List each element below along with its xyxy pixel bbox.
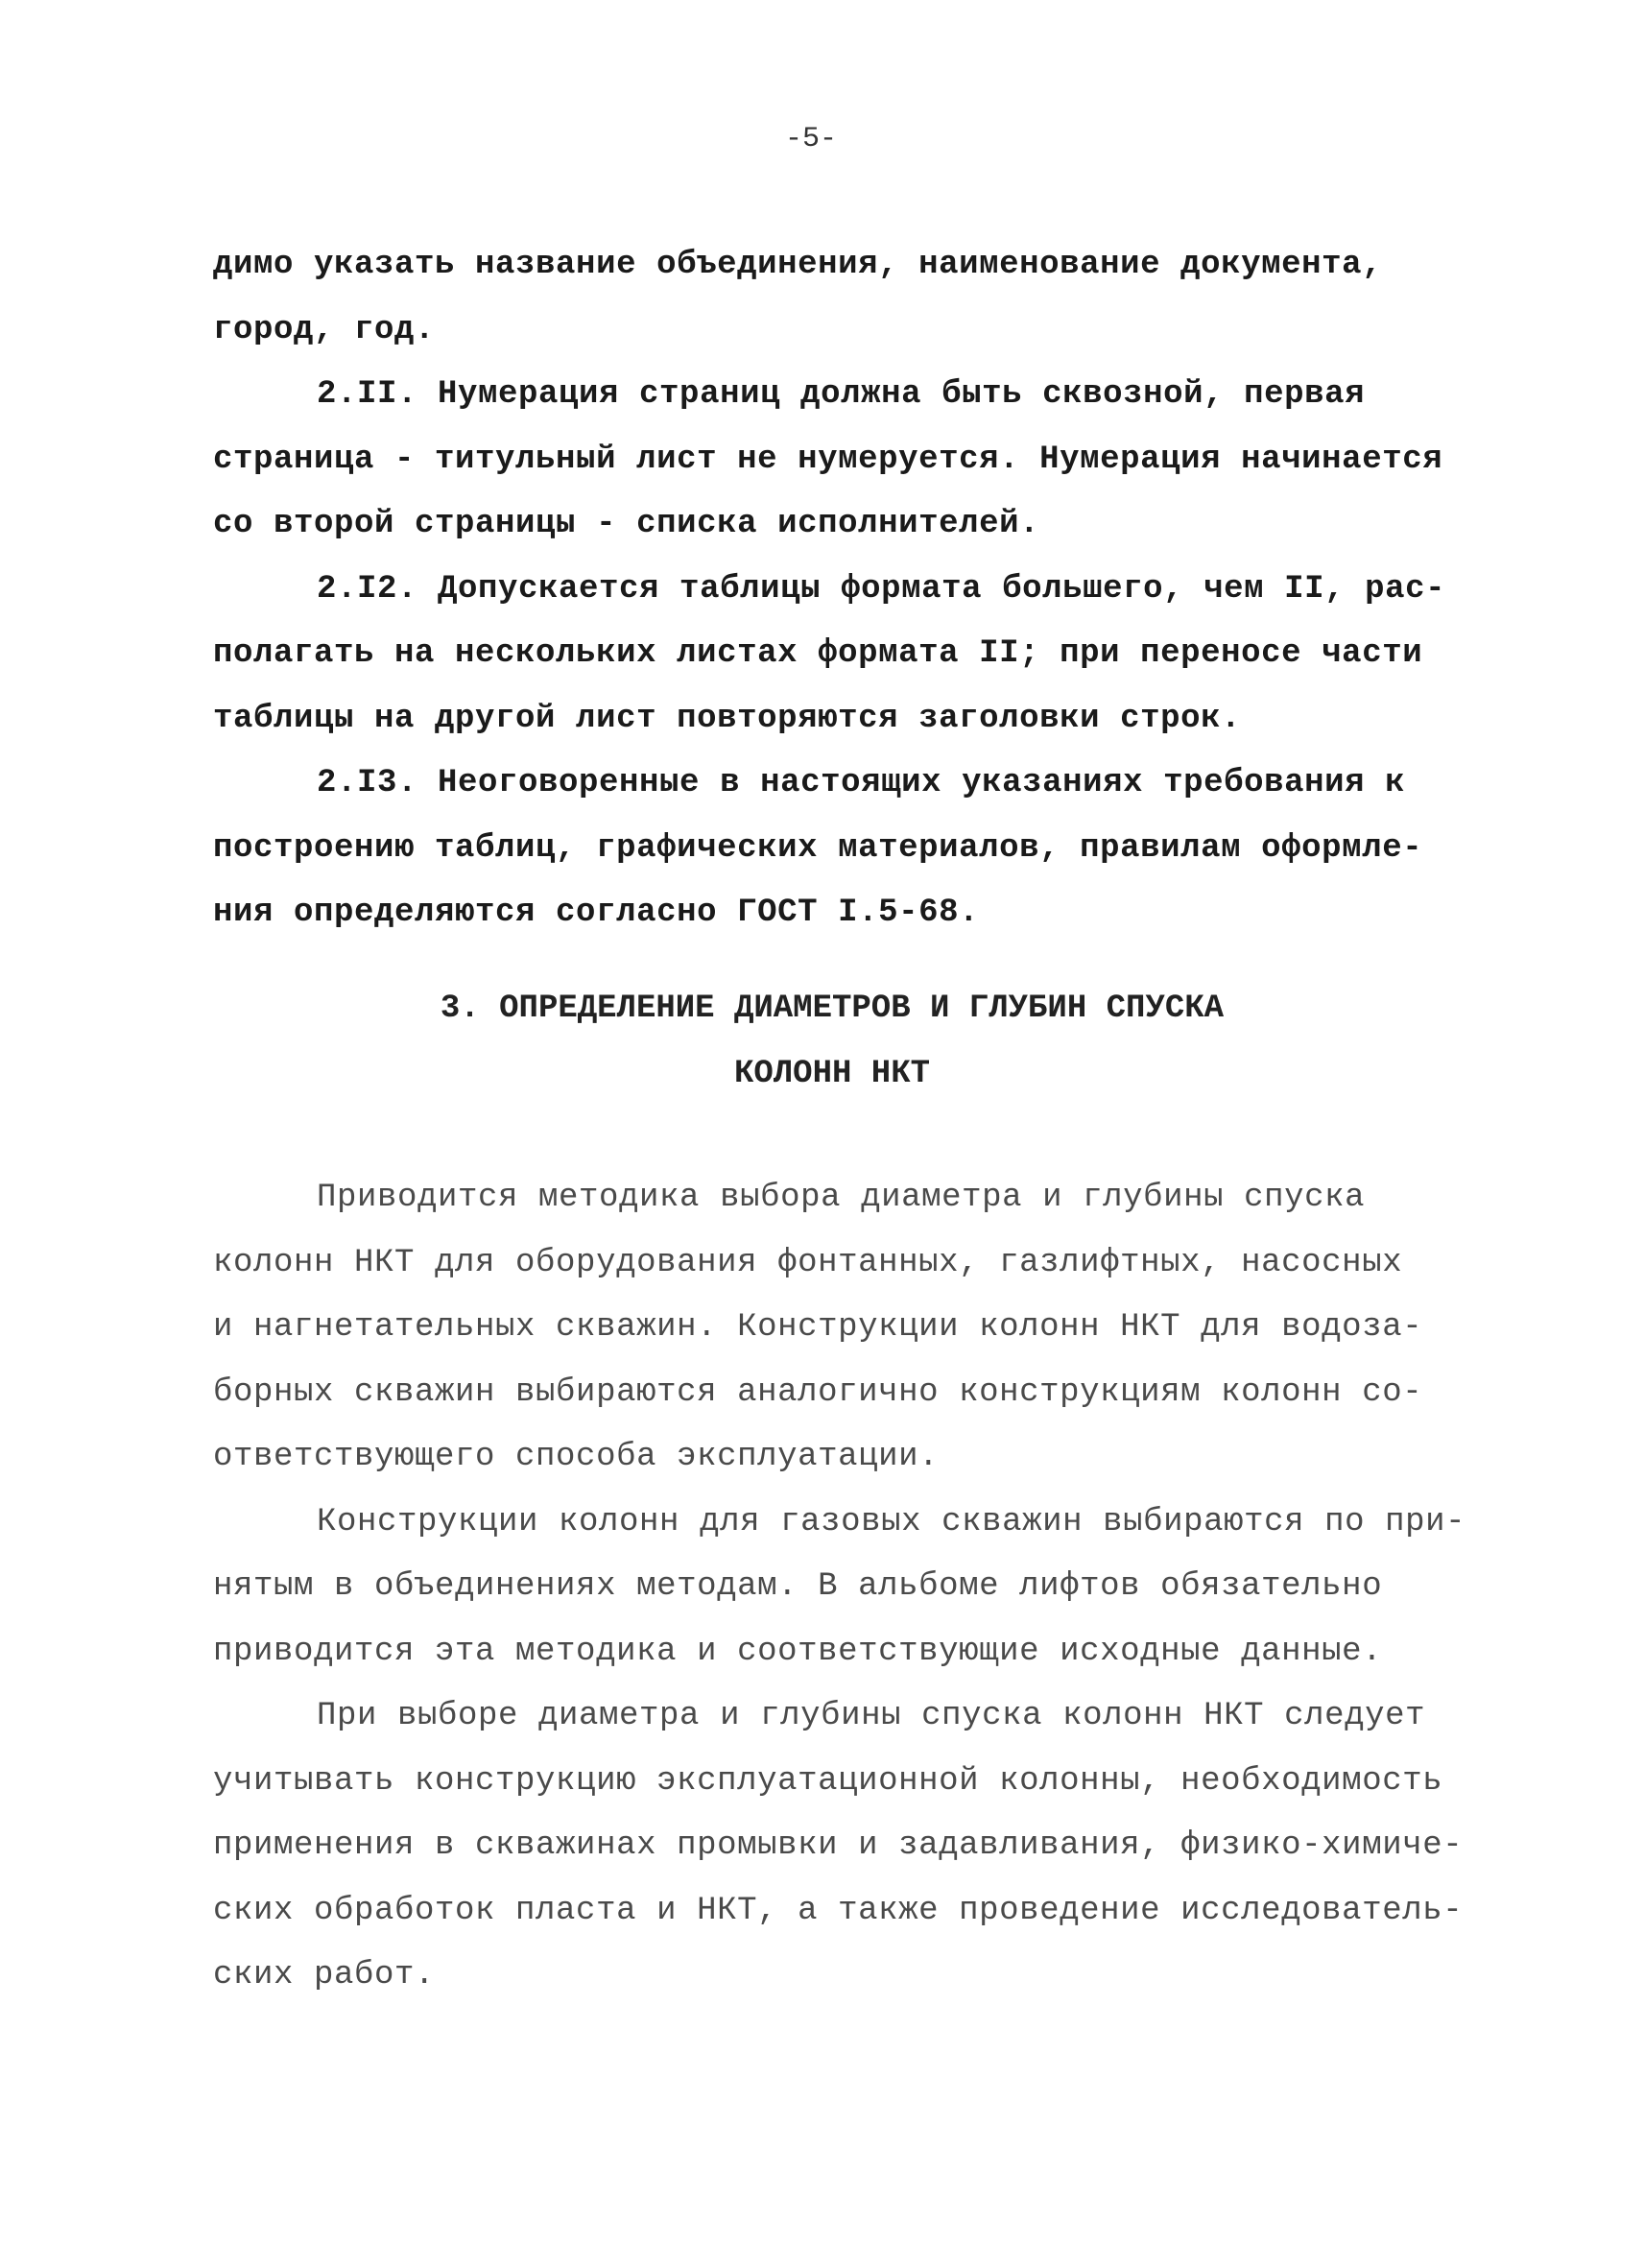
paragraph-3a-line: и нагнетательных скважин. Конструкции колонн НКТ для водоза- [213,1309,1423,1346]
section-heading-line-2: КОЛОНН НКТ [733,1055,931,1092]
paragraph-3b-line: нятым в объединениях методам. В альбоме лифтов обязательно [213,1568,1383,1605]
section-2-text [213,233,1451,946]
paragraph-2-13-line: построению таблиц, графических материалов, правилам оформле- [213,829,1423,867]
paragraph-3a-line: ответствующего способа эксплуатации. [213,1439,940,1475]
paragraph-3b-line: приводится эта методика и соответствующие исходные данные. [213,1633,1383,1670]
section-3-heading [213,976,1451,1106]
page-number: -5- [785,123,838,155]
paragraph-2-11-line: страница - титульный лист не нумеруется. Нумерация начинается [213,441,1443,478]
paragraph-2-11-line: 2.II. Нумерация страниц должна быть сквозной, первая [317,376,1366,413]
paragraph-3a-line: Приводится методика выбора диаметра и глубины спуска [317,1180,1366,1216]
paragraph-3b-line: Конструкции колонн для газовых скважин выбираются по при- [317,1503,1466,1540]
paragraph-2-12-line: 2.I2. Допускается таблицы формата большего, чем II, рас- [317,570,1446,608]
paragraph-3c-line: ских работ. [213,1957,436,1993]
section-3-text [213,1166,1466,2009]
paragraph-3c-line: ских обработок пласта и НКТ, а также проведение исследователь- [213,1892,1464,1929]
paragraph-2-12-line: полагать на нескольких листах формата II; при переносе части [213,635,1423,672]
paragraph-3c-line: применения в скважинах промывки и задавливания, физико-химиче- [213,1827,1464,1864]
paragraph-2-13-line: ния определяются согласно ГОСТ I.5-68. [213,895,980,931]
text-line: город, год. [213,311,436,348]
paragraph-2-12-line: таблицы на другой лист повторяются заголовки строк. [213,700,1242,737]
paragraph-2-11-line: со второй страницы - списка исполнителей. [213,506,1040,542]
section-heading-line-1: 3. ОПРЕДЕЛЕНИЕ ДИАМЕТРОВ И ГЛУБИН СПУСКА [440,991,1225,1027]
paragraph-3c-line: При выборе диаметра и глубины спуска колонн НКТ следует [317,1698,1426,1734]
paragraph-2-13-line: 2.I3. Неоговоренные в настоящих указаниях требования к [317,765,1406,801]
paragraph-3c-line: учитывать конструкцию эксплуатационной колонны, необходимость [213,1762,1443,1800]
text-line: димо указать название объединения, наименование документа, [213,247,1383,283]
paragraph-3a-line: борных скважин выбираются аналогично конструкциям колонн со- [213,1373,1423,1411]
paragraph-3a-line: колонн НКТ для оборудования фонтанных, газлифтных, насосных [213,1244,1403,1281]
